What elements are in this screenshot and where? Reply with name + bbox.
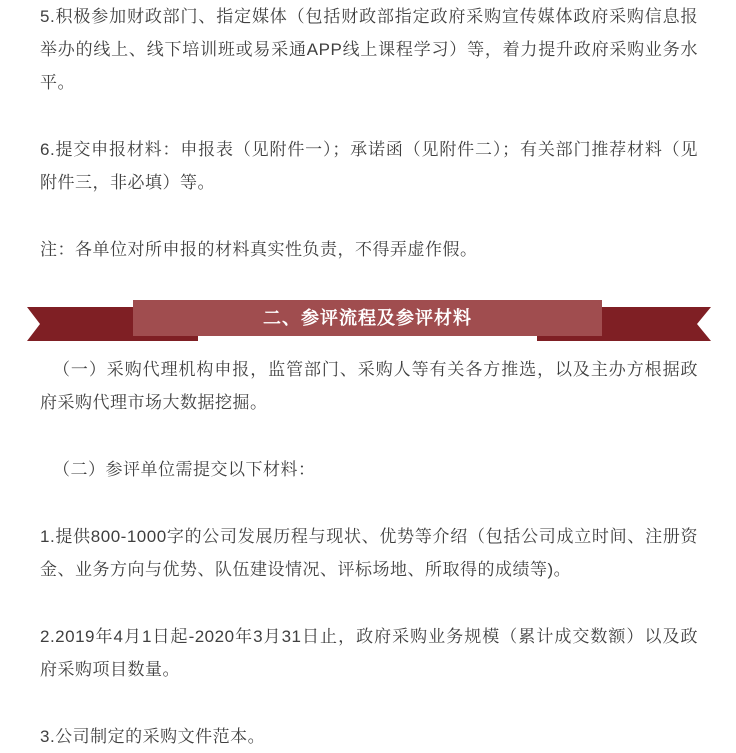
paragraph-note: 注：各单位对所申报的材料真实性负责，不得弄虚作假。 xyxy=(40,240,478,259)
paragraph-materials-3: 3.公司制定的采购文件范本。 xyxy=(40,727,266,746)
paragraph-item-1: （一）采购代理机构申报，监管部门、采购人等有关各方推选，以及主办方根据政府采购代理市场大数据挖掘。 xyxy=(40,360,698,412)
section-banner xyxy=(0,300,736,341)
paragraph-materials-1: 1.提供800-1000字的公司发展历程与现状、优势等介绍（包括公司成立时间、注册资金、业务方向与优势、队伍建设情况、评标场地、所取得的成绩等)。 xyxy=(40,527,698,579)
section-title: 二、参评流程及参评材料 xyxy=(263,308,472,328)
paragraph-materials-2: 2.2019年4月1日起-2020年3月31日止，政府采购业务规模（累计成交数额）以及政府采购项目数量。 xyxy=(40,627,698,679)
ribbon-panel xyxy=(133,300,602,336)
paragraph-item-6: 6.提交申报材料：申报表（见附件一）；承诺函（见附件二）；有关部门推荐材料（见附件三，非必填）等。 xyxy=(40,140,698,192)
paragraph-item-2: （二）参评单位需提交以下材料： xyxy=(53,460,316,479)
paragraph-item-5: 5.积极参加财政部门、指定媒体（包括财政部指定政府采购宣传媒体政府采购信息报举办的线上、线下培训班或易采通APP线上课程学习）等，着力提升政府采购业务水平。 xyxy=(40,7,698,92)
